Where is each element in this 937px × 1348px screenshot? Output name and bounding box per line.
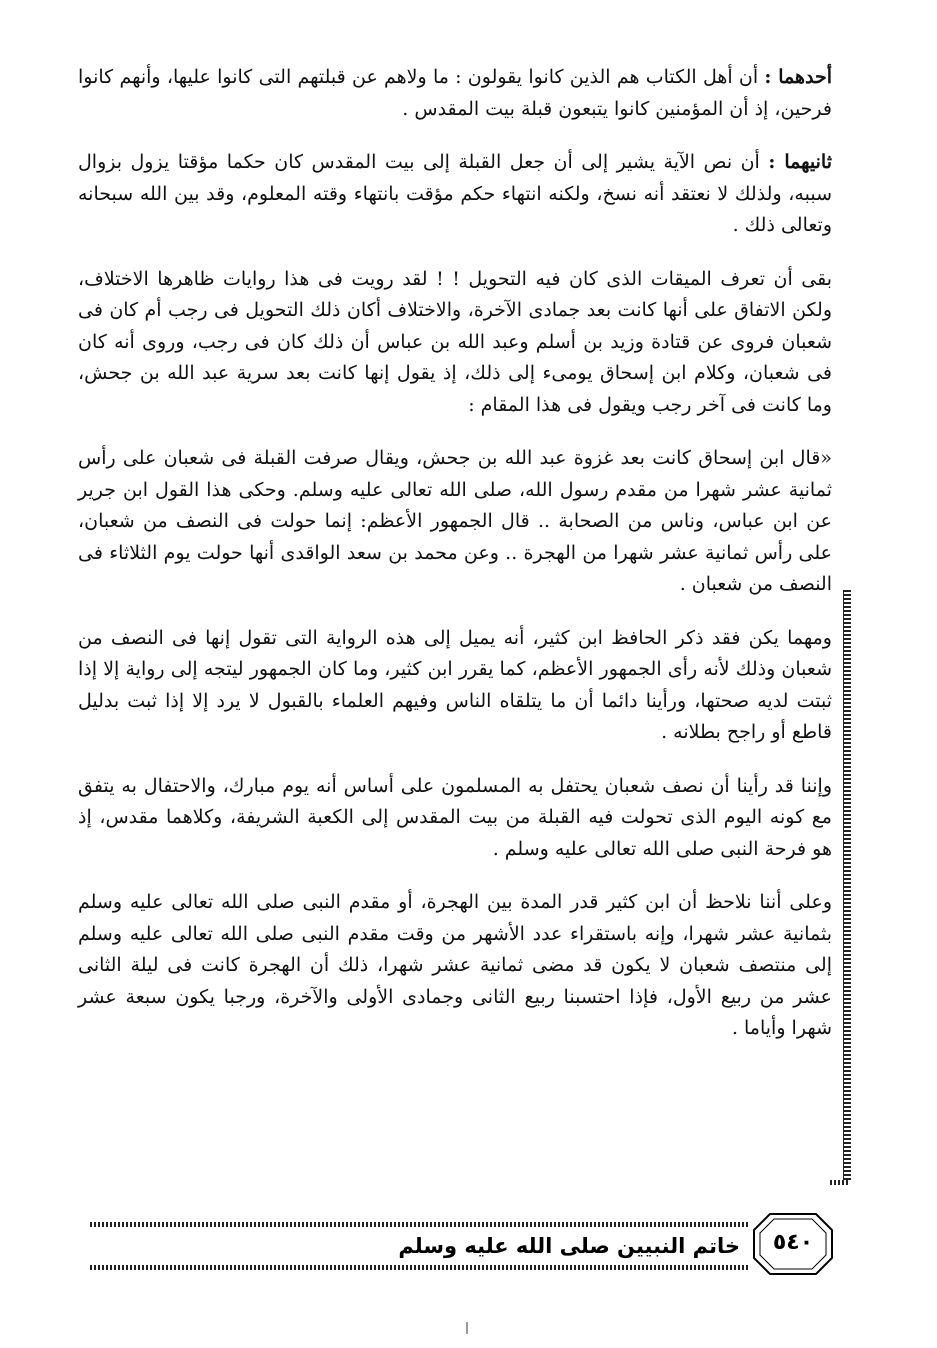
paragraph-3 [78,264,832,422]
footer-rule-top [90,1222,750,1227]
page-number-badge [752,1212,834,1276]
paragraph-1 [78,62,832,125]
paragraph-text: وعلى أننا نلاحظ أن ابن كثير قدر المدة بين الهجرة، أو مقدم النبى صلى الله تعالى عليه وسلم بثمانية عشر شهرا، وإنه باستقراء عدد الأشهر من وقت مقدم النبى صلى الله تعالى عليه وسلم إلى منتصف شعبان لا يكون قد مضى ثمانية عشر شهرا، ذلك أن الهجرة كانت فى ليلة الثانى عشر من ربيع الأول، فإذا احتسبنا ربيع الثانى وجمادى الأولى والآخرة، ورجبا يكون سبعة عشر شهرا وأياما . [78,891,832,1039]
paragraph-5 [78,623,832,749]
paragraph-2 [78,147,832,242]
paragraph-text: ومهما يكن فقد ذكر الحافظ ابن كثير، أنه يميل إلى هذه الرواية التى تقول إنها فى النصف من شعبان وذلك لأنه رأى الجمهور الأعظم، كما يقرر ابن كثير، وما كان الجمهور ليتجه إلى رواية إلا إذا ثبتت لديه صحتها، ورأينا دائما أن ما يتلقاه الناس وفيهم العلماء بالقبول لا يرد إلا إذا ثبت بدليل قاطع أو راجح بطلانه . [78,626,832,743]
scan-mark [466,1322,468,1334]
book-title: خاتم النبيين صلى الله عليه وسلم [398,1234,740,1258]
paragraph-text: وإننا قد رأينا أن نصف شعبان يحتفل به المسلمون على أساس أنه يوم مبارك، والاحتفال به يتفق مع كونه اليوم الذى تحولت فيه القبلة من بيت المقدس إلى الكعبة الشريفة، وكلاهما مقدس، إذ هو فرحة النبى صلى الله تعالى عليه وسلم . [78,774,832,860]
paragraph-text: «قال ابن إسحاق كانت بعد غزوة عبد الله بن جحش، ويقال صرفت القبلة فى شعبان على رأس ثمانية عشر شهرا من مقدم رسول الله، صلى الله تعالى عليه وسلم. وحكى هذا القول ابن جرير عن ابن عباس، وناس من الصحابة .. قال الجمهور الأعظم: إنما حولت فى النصف من شعبان، على رأس ثمانية عشر شهرا من الهجرة .. وعن محمد بن سعد الواقدى أنها حولت يوم الثلاثاء فى النصف من شعبان . [78,447,832,595]
page-body [78,62,832,1067]
paragraph-lead: ثانيهما : [768,151,833,173]
paragraph-text: أن نص الآية يشير إلى أن جعل القبلة إلى بيت المقدس كان حكما مؤقتا يزول بزوال سببه، ولذلك لا نعتقد أنه نسخ، ولكنه انتهاء حكم مؤقت بانتهاء وقته المعلوم، وقد بين الله سبحانه وتعالى ذلك . [78,151,832,236]
paragraph-4 [78,443,832,601]
paragraph-text: بقى أن تعرف الميقات الذى كان فيه التحويل ! ! لقد رويت فى هذا روايات ظاهرها الاختلاف، ولكن الاتفاق على أنها كانت بعد جمادى الآخرة، والاختلاف أكان ذلك التحويل فى رجب أم كان فى شعبان فروى عن قتادة وزيد بن أسلم وعبد الله بن عباس أن ذلك كان فى رجب، وروى أنه كان فى شعبان، وكلام ابن إسحاق يومىء إلى ذلك، إذ يقول إنها كانت بعد سرية عبد الله بن جحش، وما كانت فى آخر رجب ويقول فى هذا المقام : [78,267,832,416]
page-number: ٥٤٠ [772,1230,814,1255]
paragraph-7 [78,887,832,1045]
paragraph-lead: أحدهما : [764,66,833,88]
paragraph-text: أن أهل الكتاب هم الذين كانوا يقولون : ما ولاهم عن قبلتهم التى كانوا عليها، وأنهم كانوا فرحين، إذ أن المؤمنين كانوا يتبعون قبلة بيت المقدس . [78,66,832,120]
decorative-border-corner [830,1180,850,1185]
paragraph-6 [78,771,832,866]
decorative-border-right [843,590,851,1182]
footer-rule-bottom [90,1265,750,1270]
